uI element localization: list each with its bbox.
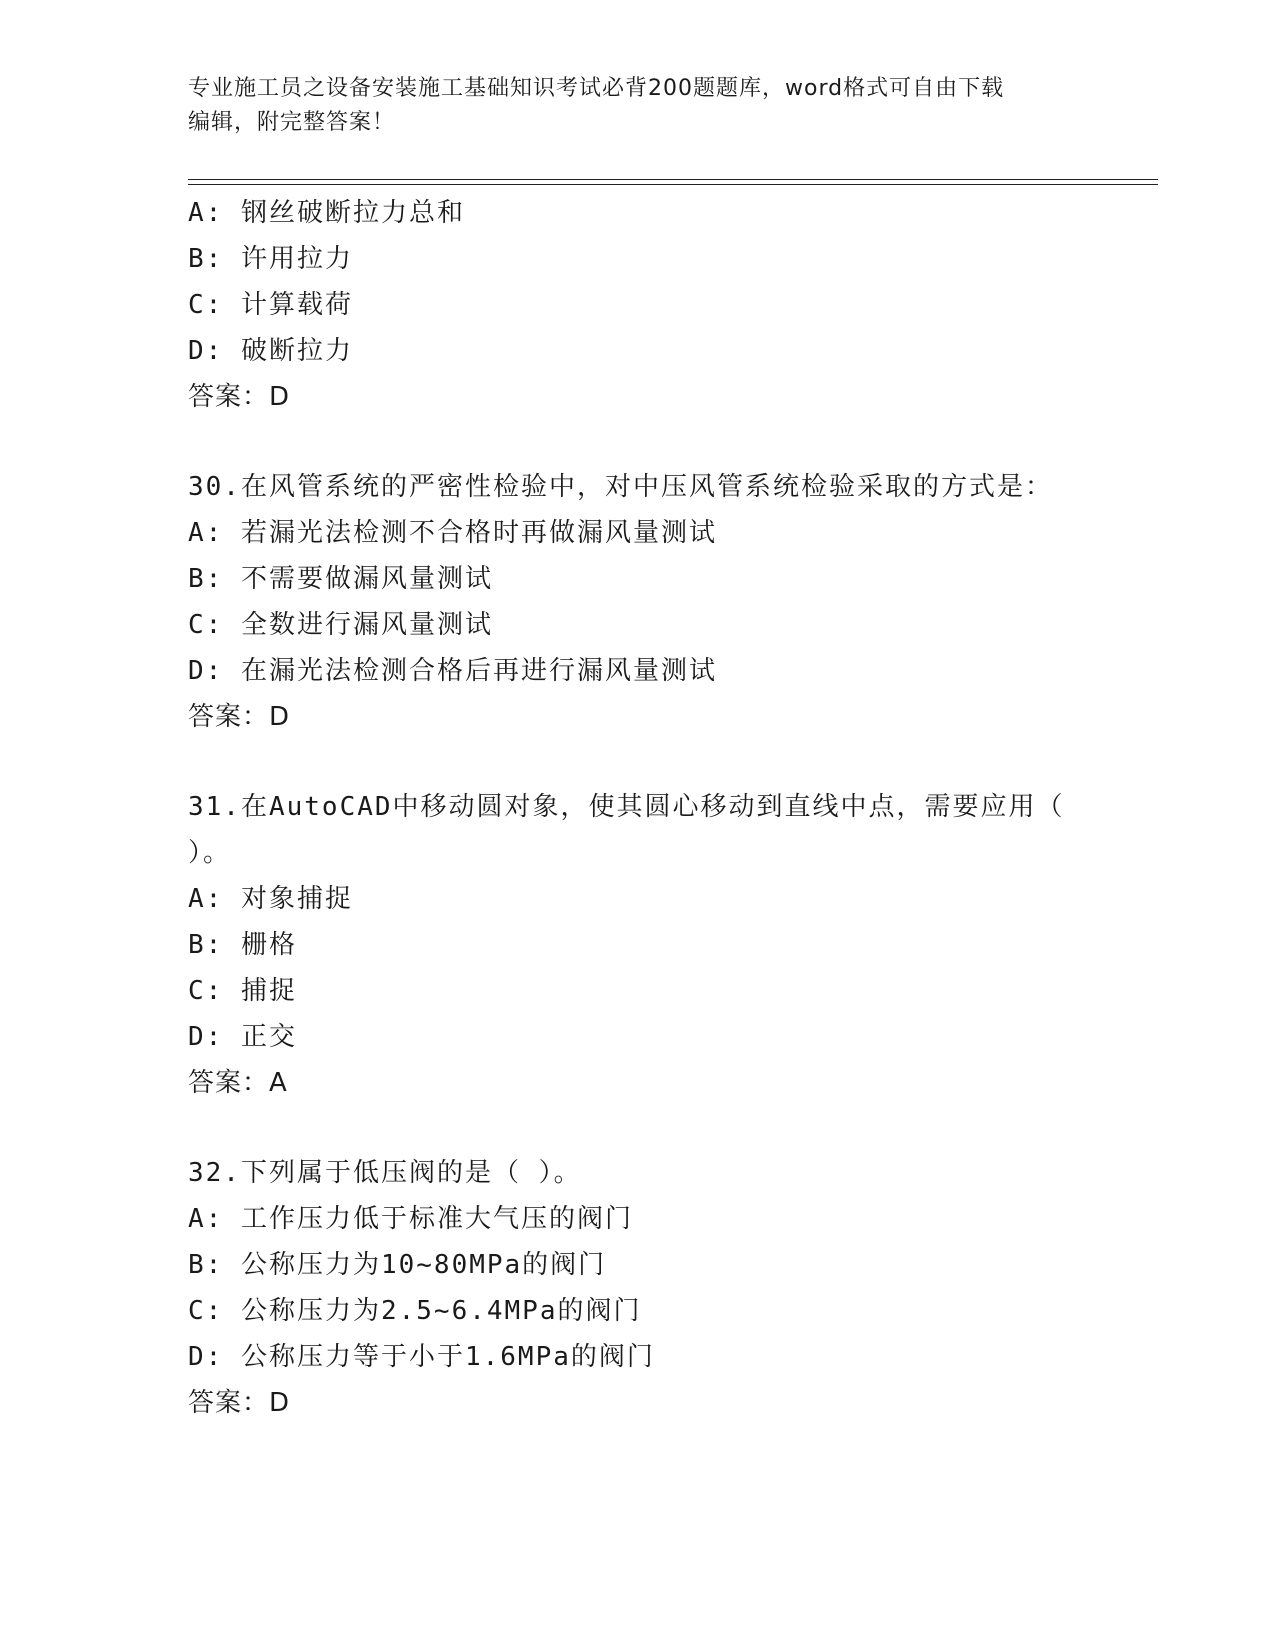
question-block-29 (188, 190, 1148, 420)
option-d: D: 在漏光法检测合格后再进行漏风量测试 (188, 656, 717, 686)
option-c: C: 计算载荷 (188, 290, 353, 320)
header-divider-top (188, 179, 1158, 180)
question-block-32 (188, 1150, 1148, 1426)
question-text: 30.在风管系统的严密性检验中，对中压风管系统检验采取的方式是： (188, 472, 1053, 502)
answer-line: 答案：D (188, 382, 291, 412)
question-block-31 (188, 784, 1148, 1106)
option-c: C: 全数进行漏风量测试 (188, 610, 493, 640)
option-b: B: 栅格 (188, 930, 297, 960)
option-d: D: 破断拉力 (188, 336, 353, 366)
option-b: B: 公称压力为10~80MPa的阀门 (188, 1250, 607, 1280)
question-text-continued: ）。 (188, 838, 232, 868)
header-line-2: 编辑，附完整答案！ (188, 110, 396, 135)
option-a: A: 对象捕捉 (188, 884, 353, 914)
header-line-1: 专业施工员之设备安装施工基础知识考试必背200题题库，word格式可自由下载 (188, 76, 1005, 101)
question-block-30 (188, 464, 1148, 740)
option-c: C: 捕捉 (188, 976, 297, 1006)
question-text: 31.在AutoCAD中移动圆对象，使其圆心移动到直线中点，需要应用（ (188, 792, 1065, 822)
option-c: C: 公称压力为2.5~6.4MPa的阀门 (188, 1296, 642, 1326)
answer-line: 答案：A (188, 1068, 288, 1098)
question-text: 32.下列属于低压阀的是（ ）。 (188, 1158, 582, 1188)
answer-line: 答案：D (188, 1388, 291, 1418)
option-b: B: 不需要做漏风量测试 (188, 564, 493, 594)
header-divider-bottom (188, 184, 1158, 185)
option-d: D: 公称压力等于小于1.6MPa的阀门 (188, 1342, 655, 1372)
option-a: A: 若漏光法检测不合格时再做漏风量测试 (188, 518, 717, 548)
option-d: D: 正交 (188, 1022, 297, 1052)
document-body (188, 190, 1148, 1470)
option-a: A: 钢丝破断拉力总和 (188, 198, 465, 228)
answer-line: 答案：D (188, 702, 291, 732)
option-b: B: 许用拉力 (188, 244, 353, 274)
document-header (188, 72, 1068, 140)
option-a: A: 工作压力低于标准大气压的阀门 (188, 1204, 633, 1234)
